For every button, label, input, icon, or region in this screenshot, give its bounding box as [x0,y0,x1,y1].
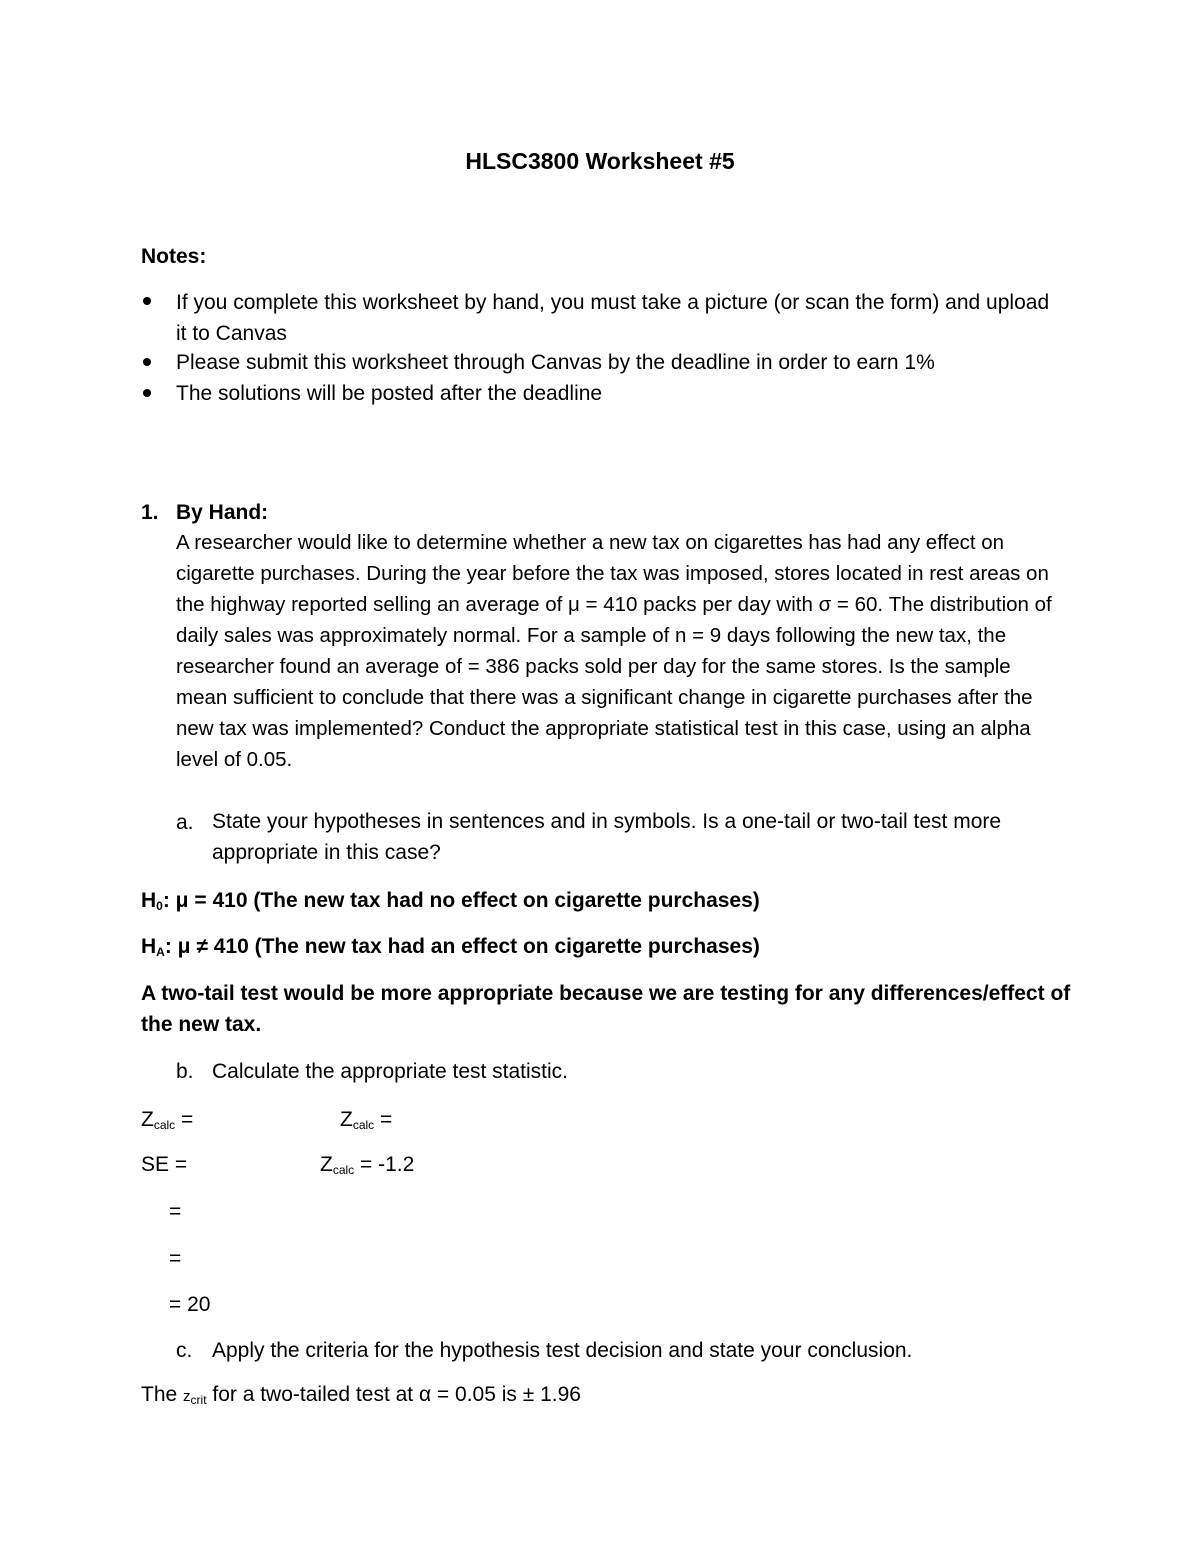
se-step-1: = [169,1200,182,1223]
notes-heading: Notes: [141,245,207,268]
part-b-text: Calculate the appropriate test statistic. [212,1060,569,1083]
part-a-label: a. [176,811,194,834]
note-bullet-1: If you complete this worksheet by hand, you must take a picture (or scan the form) and upload it to Canvas [176,291,1050,345]
part-c-label: c. [176,1339,193,1362]
question-number: 1. [141,501,159,524]
part-a-text: State your hypotheses in sentences and in symbols. Is a one-tail or two-tail test more appropriate in this case? [212,810,1002,864]
part-b-label: b. [176,1060,194,1083]
alternative-hypothesis: $H_A$: μ ≠ 410 (The new tax had an effect on cigarette purchases) [141,935,760,959]
page-title: HLSC3800 Worksheet #5 [465,148,735,174]
z-calc-result: $Z_{calc} = -1.2$ [320,1153,415,1177]
null-hypothesis: $H_0$: μ = 410 (The new tax had no effect on cigarette purchases) [141,889,760,913]
test-type-conclusion: A two-tail test would be more appropriate because we are testing for any differences/effect of the new tax. [141,982,1071,1036]
z-calc-line-1: $Z_{calc}$ = [141,1108,194,1132]
se-label: SE = [141,1153,188,1176]
se-result: = 20 [169,1293,211,1316]
se-step-2: = [169,1247,182,1270]
bullet-icon [143,297,151,305]
question-body: A researcher would like to determine whether a new tax on cigarettes has had any effect on cigarette purchases. During the year before the tax was imposed, stores located in rest areas on the highway reported selling an average of μ = 410 packs per day with σ = 60. The distribution of daily sales was approximately normal. For a sample of n = 9 days following the new tax, the researcher found an average of = 386 packs sold per day for the same stores. Is the sample mean sufficient to conclude that there was a significant change in cigarette purchases after the new tax was implemented? Conduct the appropriate statistical test in this case, using an alpha level of 0.05. [176,531,1052,771]
z-calc-line-2: $Z_{calc}$ = [340,1108,393,1132]
note-bullet-2: Please submit this worksheet through Canvas by the deadline in order to earn 1% [176,351,935,374]
note-bullet-3: The solutions will be posted after the deadline [176,382,603,405]
critical-value-statement: The $z_{crit}$ for a two-tailed test at α = 0.05 is ± 1.96 [141,1383,581,1407]
part-c-text: Apply the criteria for the hypothesis test decision and state your conclusion. [212,1339,913,1362]
bullet-icon [143,358,151,366]
bullet-icon [143,389,151,397]
question-heading: By Hand: [176,501,269,524]
